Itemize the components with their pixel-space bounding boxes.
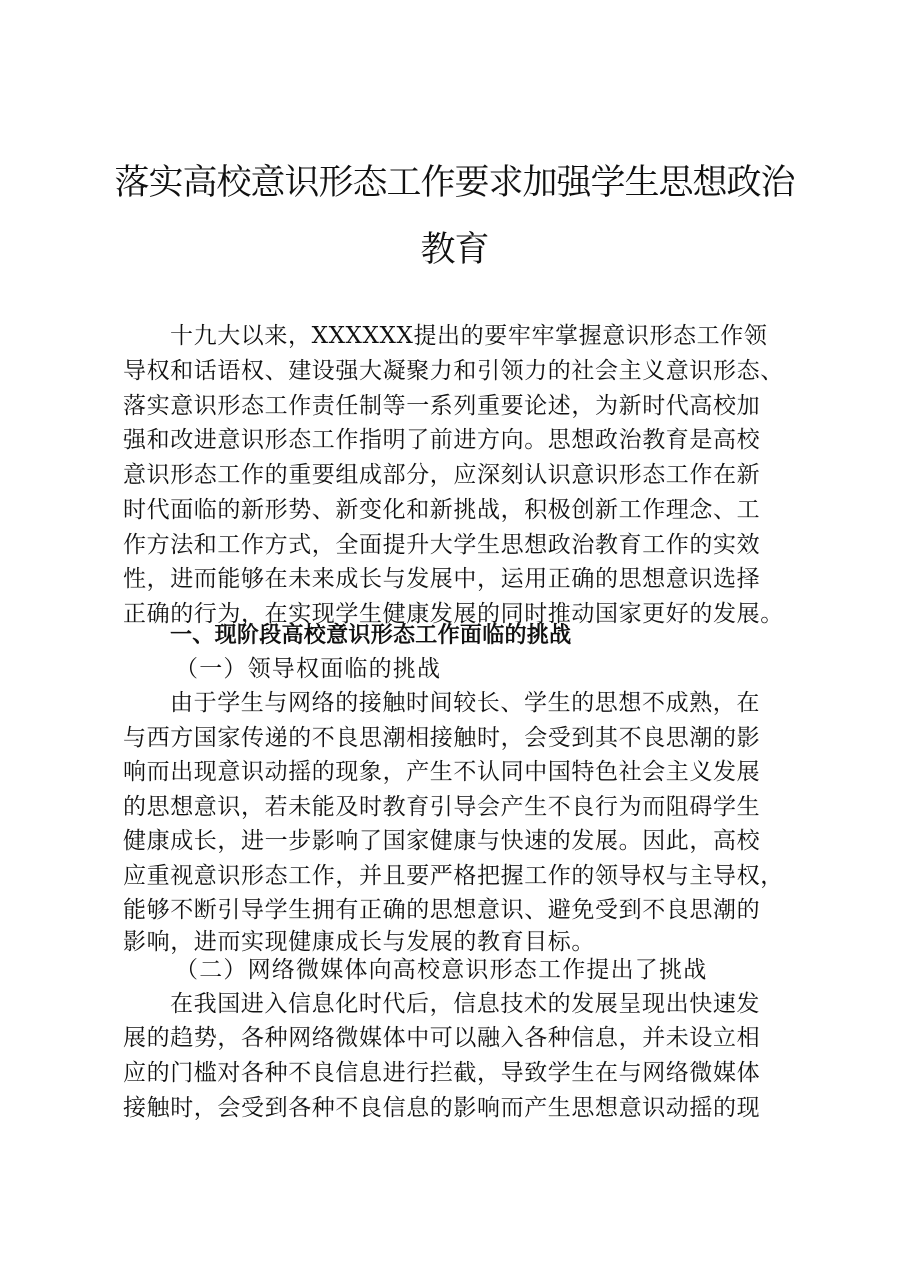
paragraph-line: 时代面临的新形势、新变化和新挑战，积极创新工作理念、工	[123, 497, 761, 523]
paragraph-line: 应的门槛对各种不良信息进行拦截，导致学生在与网络微媒体	[123, 1060, 761, 1086]
paragraph-line: 响而出现意识动摇的现象，产生不认同中国特色社会主义发展	[123, 759, 761, 785]
paragraph-line: 应重视意识形态工作，并且要严格把握工作的领导权与主导权，	[123, 863, 784, 889]
paragraph-line: 展的趋势，各种网络微媒体中可以融入各种信息，并未设立相	[123, 1025, 761, 1051]
paragraph-line: 落实意识形态工作责任制等一系列重要论述，为新时代高校加	[123, 393, 761, 419]
paragraph-line: 由于学生与网络的接触时间较长、学生的思想不成熟，在	[170, 690, 760, 716]
paragraph-line: 与西方国家传递的不良思潮相接触时，会受到其不良思潮的影	[123, 725, 761, 751]
paragraph-line: 作方法和工作方式，全面提升大学生思想政治教育工作的实效	[123, 532, 761, 558]
paragraph-line: 导权和话语权、建设强大凝聚力和引领力的社会主义意识形态、	[123, 358, 784, 384]
paragraph-line: 正确的行为，在实现学生健康发展的同时推动国家更好的发展。	[123, 601, 784, 627]
paragraph-line: 意识形态工作的重要组成部分，应深刻认识意识形态工作在新	[123, 462, 761, 488]
section-heading: 一、现阶段高校意识形态工作面临的挑战	[170, 623, 572, 648]
document-title-line-1: 落实高校意识形态工作要求加强学生思想政治	[114, 163, 795, 203]
paragraph-line: 性，进而能够在未来成长与发展中，运用正确的思想意识选择	[123, 566, 761, 592]
subsection-heading: （一）领导权面临的挑战	[175, 656, 442, 682]
document-title-line-2: 教育	[420, 230, 489, 270]
subsection-heading: （二）网络微媒体向高校意识形态工作提出了挑战	[175, 957, 708, 983]
paragraph-line: 能够不断引导学生拥有正确的思想意识、避免受到不良思潮的	[123, 897, 761, 923]
paragraph-line: 接触时，会受到各种不良信息的影响而产生思想意识动摇的现	[123, 1095, 761, 1121]
paragraph-line: 在我国进入信息化时代后，信息技术的发展呈现出快速发	[170, 991, 760, 1017]
paragraph-line: 影响，进而实现健康成长与发展的教育目标。	[123, 929, 595, 955]
paragraph-line: 十九大以来，XXXXXX提出的要牢牢掌握意识形态工作领	[170, 323, 768, 349]
paragraph-line: 强和改进意识形态工作指明了前进方向。思想政治教育是高校	[123, 427, 761, 453]
paragraph-line: 健康成长，进一步影响了国家健康与快速的发展。因此，高校	[123, 828, 761, 854]
paragraph-line: 的思想意识，若未能及时教育引导会产生不良行为而阻碍学生	[123, 794, 761, 820]
